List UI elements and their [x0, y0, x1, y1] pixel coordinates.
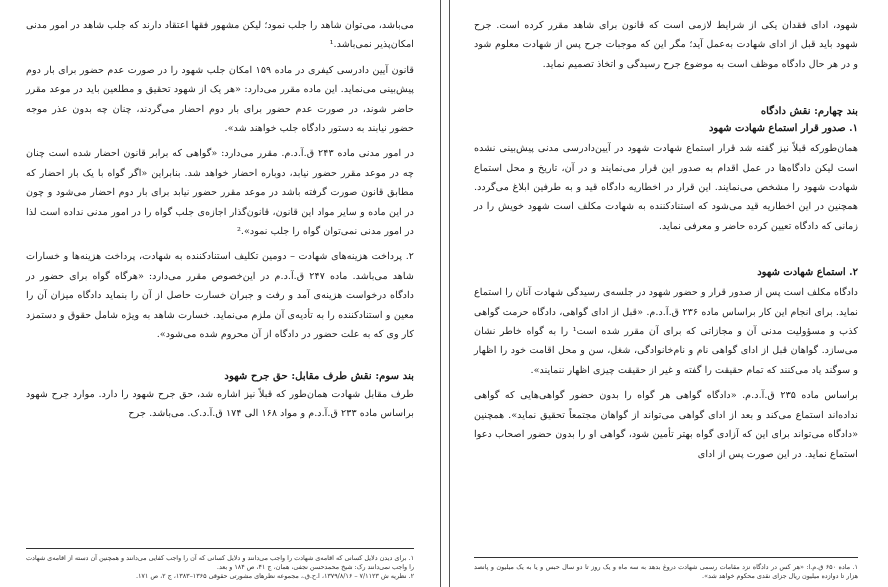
- criminal-procedure-paragraph: قانون آیین دادرسی کیفری در ماده ۱۵۹ امکان جلب شهود را در صورت عدم حضور برای بار دوم پیش‌بینی می‌نماید. این ماده مقرر می‌دارد: «هر یک از شهود تحقیق و مطلعین باید در موعد مقرر حاضر شوند، در صورت عدم حضور برای بار دوم احضار می‌گردند، چنان چه بدون عذر موجه حضور نیابند به دستور دادگاه جلب خواهند شد».: [26, 64, 414, 135]
- left-footnotes: [26, 548, 414, 581]
- article-235-paragraph: براساس ماده ۲۳۵ ق.آ.د.م. «دادگاه گواهی هر گواه را بدون حضور گواهی‌هایی که گواهی نداده‌اند استماع می‌کند و بعد از ادای گواهی می‌تواند از گواهان مجتمعاً تحقیق نماید». همچنین «دادگاه می‌تواند برای این که آزادی گواه بهتر تأمین شود، گواهی او را بدون حضور اصحاب دعوا استماع نماید. در این صورت پس از ادای: [474, 390, 858, 460]
- left-intro-paragraph: می‌باشد، می‌توان شاهد را جلب نمود؛ لیکن مشهور فقها اعتقاد دارند که جلب شاهد در امور مدنی امکان‌پذیر نمی‌باشد.¹: [26, 20, 414, 51]
- right-footnotes: [474, 557, 858, 581]
- civil-matters-paragraph: در امور مدنی ماده ۲۴۳ ق.آ.د.م. مقرر می‌دارد: «گواهی که برابر قانون احضار شده است چنان چه در موعد مقرر حضور نیابد، دوباره احضار خواهد شد. بنابراین «اگر گواه با یک بار احضار که مطابق قانون صورت گرفته باشد در موعد مقرر حضور نیابد برای بار دوم احضار می‌شود و چون در این ماده و سایر مواد این قانون، قانون‌گذار اجازه‌ی جلب گواه را در امور مدنی نداده است لذا در امور مدنی نمی‌توان گواه را جلب نمود».²: [26, 148, 415, 238]
- witness-expenses-paragraph: ۲. پرداخت هزینه‌های شهادت – دومین تکلیف استنادکننده به شهادت، پرداخت هزینه‌ها و خسارات شاهد می‌باشد. ماده ۲۴۷ ق.آ.د.م در این‌خصوص مقرر می‌دارد: «هرگاه گواه برای حضور در دادگاه درخواست هزینه‌ی آمد و رفت و جبران خسارت حاصل از آن را بنماید دادگاه میزان آن را معین و استنادکننده را به تأدیه‌ی آن ملزم می‌نماید. خسارت شاهد به ویژه شامل حقوق و دستمزد کار وی که به علت حضور در دادگاه از آن محروم شده می‌شود».: [26, 251, 414, 341]
- section-heading-role-of-court: بند چهارم: نقش دادگاه: [760, 105, 858, 118]
- left-footnote-2: ۲. نظریه ش ۷/۱۱۲۳ – ۱۳۷۹/۸/۱۶، ا.ح.ق.، مجموعه نظرهای مشورتی حقوقی ۱۳۶۵–۱۳۸۳، ج ۲، ص ۱۷۱.: [135, 572, 414, 580]
- section-heading-opposing-party: بند سوم: نقش طرف مقابل: حق جرح شهود: [224, 369, 414, 382]
- right-intro-paragraph: شهود، ادای فقدان یکی از شرایط لازمی است که قانون برای شاهد مقرر کرده است. جرح شهود باید قبل از ادای شهادت به‌عمل آید؛ مگر این که موجبات جرح پس از شهادت معلوم شود و در هر حال دادگاه موظف است به موضوع جرح رسیدگی و اتخاذ تصمیم نماید.: [474, 20, 858, 70]
- left-page: [0, 0, 438, 587]
- right-page: [452, 0, 888, 587]
- right-footnote-1: ۱. ماده ۶۵۰ ق.م.ا: «هر کس در دادگاه نزد مقامات رسمی شهادت دروغ بدهد به سه ماه و یک روز تا دو سال حبس و یا به یک میلیون و پانصد هزار تا دوازده میلیون ریال جزای نقدی محکوم خواهد شد».: [474, 563, 858, 580]
- right-to-challenge-paragraph: طرف مقابل شهادت همان‌طور که قبلاً نیز اشاره شد، حق جرح شهود را دارد. موارد جرح شهود براساس ماده ۲۳۳ ق.آ.د.م و مواد ۱۶۸ الی ۱۷۴ ق.آ.د.ک. می‌باشد. جرح: [26, 388, 414, 419]
- hearing-testimony-paragraph: دادگاه مکلف است پس از صدور قرار و حضور شهود در جلسه‌ی رسیدگی شهادت آنان را استماع نماید. برای انجام این کار براساس ماده ۲۳۶ ق.آ.د.م. «قبل از ادای گواهی، دادگاه حرمت گواهی کذب و مسؤولیت مدنی آن و مجازاتی که برای آن مقرر شده است¹ را به گواه خاطر نشان می‌سازد. گواهان قبل از ادای گواهی نام و نام‌خانوادگی، شغل، سن و محل اقامت خود را اظهار و سوگند یاد می‌کنند که تمام حقیقت را گفته و غیر از حقیقت چیزی اظهار ننمایند».: [474, 287, 859, 376]
- sub-heading-order-to-hear: ۱. صدور قرار استماع شهادت شهود: [708, 123, 858, 135]
- gutter-line-left: [440, 0, 441, 587]
- gutter-line-right: [449, 0, 450, 587]
- order-to-hear-paragraph: همان‌طورکه قبلاً نیز گفته شد قرار استماع شهادت شهود در آیین‌دادرسی مدنی پیش‌بینی نشده است لیکن دادگاه‌ها در عمل اقدام به صدور این قرار می‌نمایند و در آن، تاریخ و محل استماع شهادت شهود را مشخص می‌نمایند. این قرار در اخطاریه دادگاه قید و به طرفین ابلاغ می‌گردد. همچنین در این اخطاریه قید می‌شود که استنادکننده به شهادت مکلف است شهود خویش را در زمانی که دادگاه تعیین کرده حاضر و معرفی نماید.: [474, 143, 858, 232]
- sub-heading-hearing-testimony: ۲. استماع شهادت شهود: [757, 267, 858, 279]
- left-footnote-1: ۱. برای دیدن دلایل کسانی که اقامه‌ی شهادت را واجب می‌دانند و دلایل کسانی که آن را واجب کفایی می‌دانند و همچنین آن دسته از اقامه‌ی شهادت را واجب نمی‌دانند رک: شیخ محمدحسن نجفی، همان، ج ۴۱، ص ۱۸۴ و بعد.: [26, 554, 414, 571]
